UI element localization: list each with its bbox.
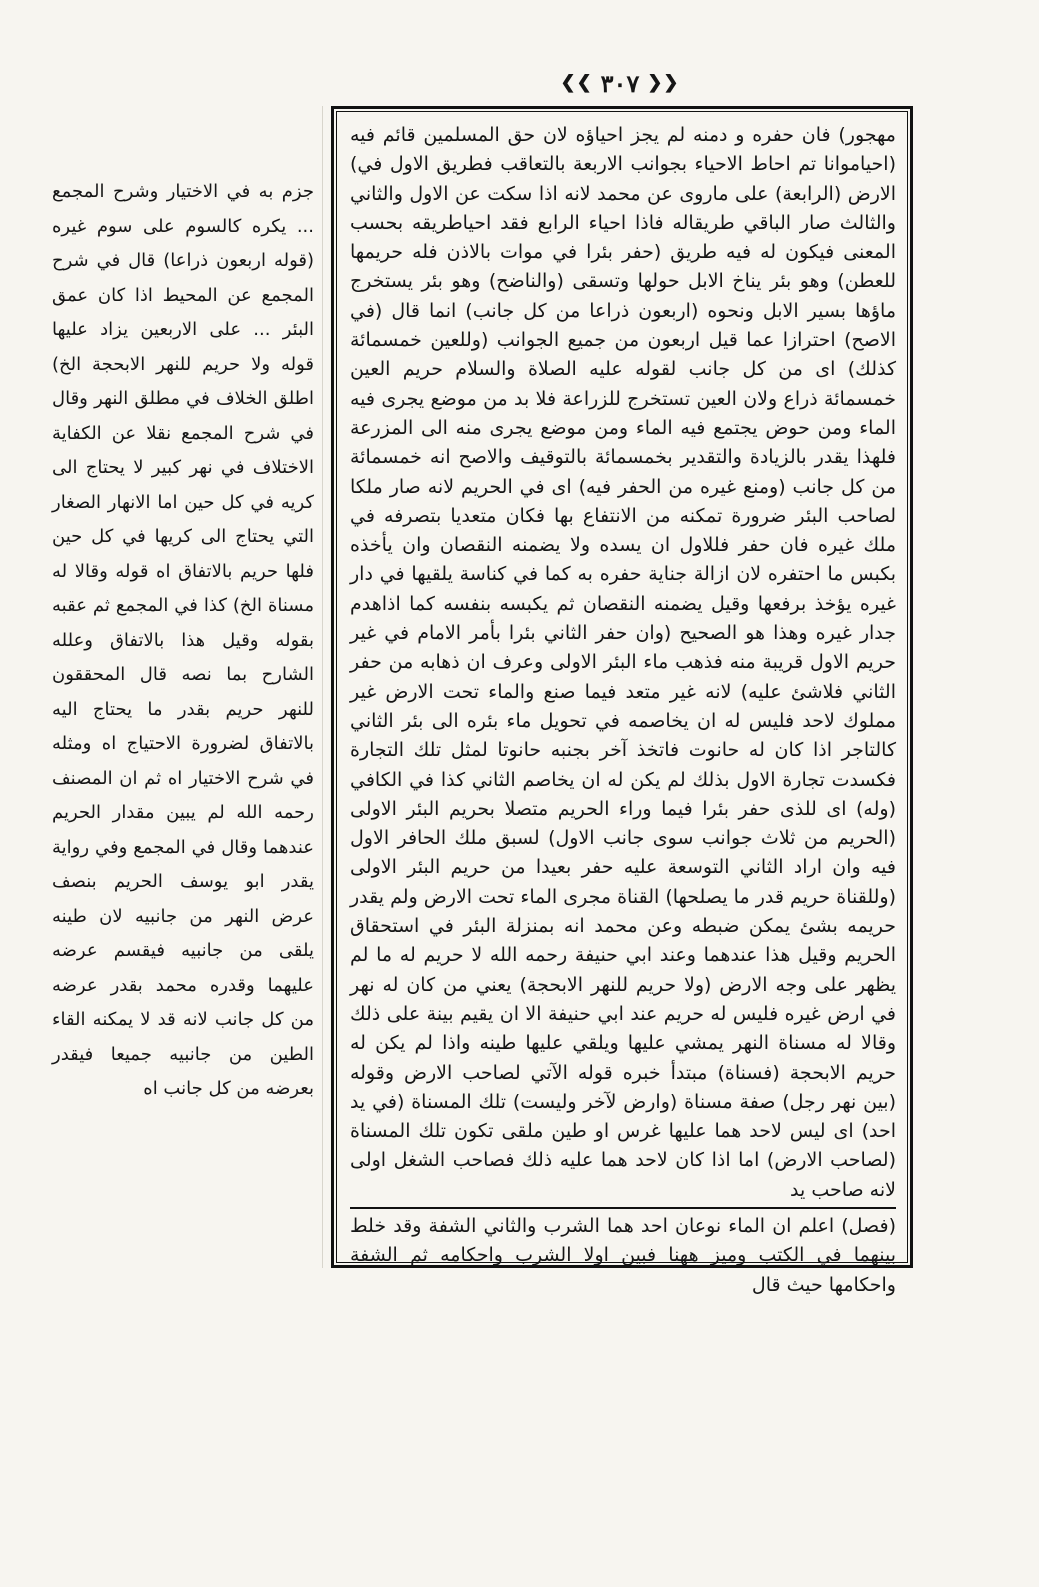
page-number: ۳۰۷ — [600, 68, 640, 98]
margin-commentary — [52, 175, 314, 1107]
margin-paragraph: جزم به في الاختيار وشرح المجمع ... يكره كالسوم على سوم غيره (قوله اربعون ذراعا) قال في شرح المجمع عن المحيط اذا كان عمق البئر ... على الاربعين يزاد عليها قوله ولا حريم للنهر الابحجة الخ) اطلق الخلاف في مطلق النهر وقال في شرح المجمع نقلا عن الكفاية الاختلاف في نهر كبير لا يحتاج الى كريه في كل حين اما الانهار الصغار التي يحتاج الى كريها في كل حين فلها حريم بالاتفاق اه قوله وقالا له مسناة الخ) كذا في المجمع ثم عقبه بقوله وقيل هذا بالاتفاق وعلله الشارح بما نصه قال المحققون للنهر حريم بقدر ما يحتاج اليه بالاتفاق لضرورة الاحتياج اه ومثله في شرح الاختيار اه ثم ان المصنف رحمه الله لم يبين مقدار الحريم عندهما وقال في المجمع وفي رواية يقدر ابو يوسف الحريم بنصف عرض النهر من جانبيه لان طينه يلقى من جانبيه فيقسم عرضه عليهما وقدره محمد بقدر عرضه من كل جانب لانه قد لا يمكنه القاء الطين من جانبيه جميعا فيقدر بعرضه من كل جانب اه — [52, 181, 314, 1099]
main-text — [350, 121, 896, 1300]
page-header — [555, 66, 685, 100]
section-paragraph: (فصل) اعلم ان الماء نوعان احد هما الشرب والثاني الشفة وقد خلط بينهما في الكتب وميز ههنا فبين اولا الشرب واحكامه ثم الشفة واحكامها حيث قال — [350, 1207, 896, 1300]
column-divider — [322, 106, 323, 1268]
main-text-frame — [331, 106, 913, 1296]
main-paragraph: مهجور) فان حفره و دمنه لم يجز احياؤه لان حق المسلمين قائم فيه (احياموانا تم احاط الاحياء بجوانب الاربعة بالتعاقب فطريق الاول في) الارض (الرابعة) على ماروى عن محمد لانه اذا سكت عن الاول والثاني والثالث صار الباقي طريقاله فاذا احياء الرابع فقد احياطريقه بحسب المعنى فيكون له فيه طريق (حفر بئرا في موات بالاذن فله حريمها للعطن) وهو بئر يناخ الابل حولها وتسقى (والناضح) وهو بئر يستخرج ماؤها بسير الابل ونحوه (اربعون ذراعا من كل جانب) انما قال (في الاصح) احترازا عما قيل اربعون من جميع الجوانب (وللعين خمسمائة كذلك) اى من كل جانب لقوله عليه الصلاة والسلام حريم العين خمسمائة ذراع ولان العين تستخرج للزراعة فلا بد من موضع يجرى فيه الماء ومن حوض يجتمع فيه الماء ومن موضع يجرى منه الى المزرعة فلهذا يقدر بالزيادة والتقدير بخمسمائة بالتوقيف والاصح انه خمسمائة من كل جانب (ومنع غيره من الحفر فيه) اى في الحريم لانه صار ملكا لصاحب البئر ضرورة تمكنه من الانتفاع بها فكان متعديا بتصرفه في ملك غيره فان حفر فللاول ان يسده ولا يضمنه النقصان وان يأخذه بكبس ما احتفره لان ازالة جناية حفره به كما في كناسة يلقيها في دار غيره يؤخذ برفعها وقيل يضمنه النقصان ثم يكبسه بنفسه كما اذاهدم جدار غيره وهذا هو الصحيح (وان حفر الثاني بئرا بأمر الامام في غير حريم الاول قريبة منه فذهب ماء البئر الاولى وعرف ان ذهابه من حفر الثاني فلاشئ عليه) لانه غير متعد فيما صنع والماء تحت الارض غير مملوك لاحد فليس له ان يخاصمه في تحويل ماء بئره الى بئر الثاني كالتاجر اذا كان له حانوت فاتخذ آخر بجنبه حانوتا لمثل تلك التجارة فكسدت تجارة الاول بذلك لم يكن له ان يخاصم الثاني كذا في الكافي (وله) اى للذى حفر بئرا فيما وراء الحريم متصلا بحريم البئر الاولى (الحريم من ثلاث جوانب سوى جانب الاول) لسبق ملك الحافر الاول فيه وان اراد الثاني التوسعة عليه حفر بعيدا من حريم البئر الاولى (وللقناة حريم قدر ما يصلحها) القناة مجرى الماء تحت الارض ولم يقدر حريمه بشئ يمكن ضبطه وعن محمد انه بمنزلة البئر في استحقاق الحريم وقيل هذا عندهما وعند ابي حنيفة رحمه الله لا حريم له ما لم يظهر على وجه الارض (ولا حريم للنهر الابحجة) يعني من كان له نهر في ارض غيره فليس له حريم عند ابي حنيفة الا ان يقيم بينة على ذلك وقالا له مسناة النهر يمشي عليها ويلقي عليها طينه واذا لم يكن له حريم الابحجة (فسناة) مبتدأ خبره قوله الآتي لصاحب الارض وقوله (بين نهر رجل) صفة مسناة (وارض لآخر وليست) تلك المسناة (في يد احد) اى ليس لاحد هما عليها غرس او طين ملقى تكون تلك المسناة (لصاحب الارض) اما اذا كان لاحد هما عليه ذلك فصاحب الشغل اولى لانه صاحب يد — [350, 124, 896, 1201]
ornament-left-icon: ❮❮ — [560, 72, 593, 93]
ornament-right-icon: ❯❯ — [647, 72, 680, 93]
